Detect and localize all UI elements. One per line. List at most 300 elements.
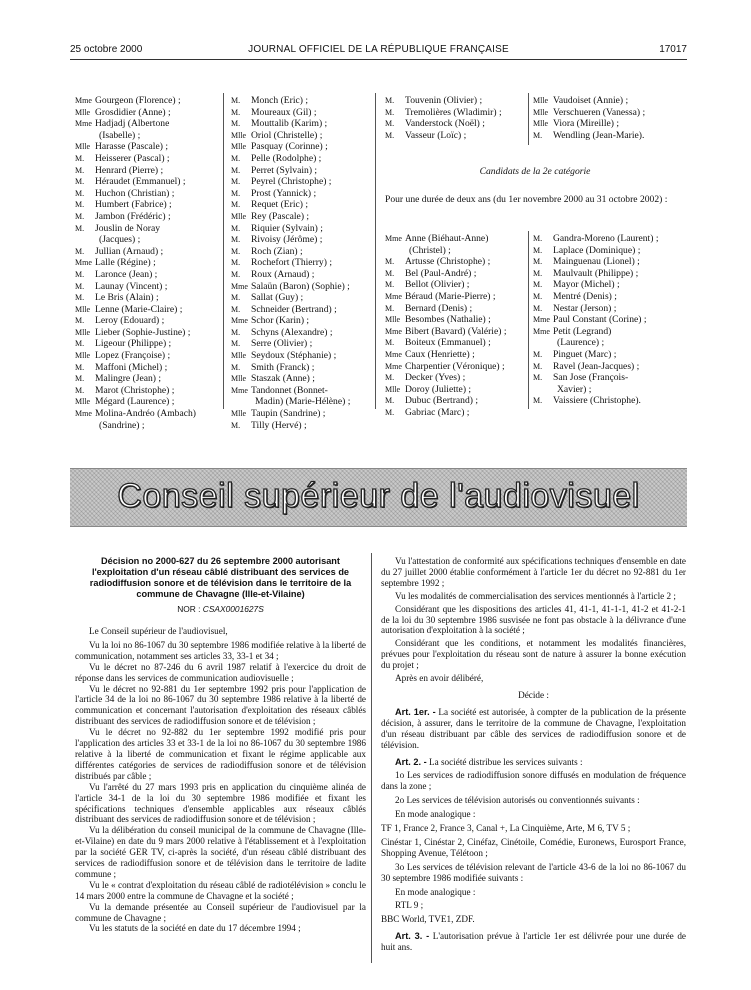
civility-title: M.: [533, 396, 543, 406]
banner-title: Conseil supérieur de l'audiovisuel: [117, 477, 640, 515]
person-name: Smith (Franck) ;: [251, 361, 315, 373]
person-name: Decker (Yves) ;: [405, 372, 466, 384]
person-name: Gabriac (Marc) ;: [405, 406, 470, 418]
name-entry: [385, 303, 525, 315]
person-name: Leroy (Edouard) ;: [95, 315, 165, 327]
visa-paragraph: Vu les statuts de la société en date du 17 décembre 1994 ;: [89, 923, 301, 934]
name-entry: [75, 269, 220, 281]
person-name: (Jacques) ;: [99, 234, 141, 246]
nor-value: CSAX0001627S: [202, 604, 264, 614]
civility-title: M.: [75, 165, 85, 175]
civility-title: M.: [231, 235, 241, 245]
person-name: Le Bris (Alain) ;: [95, 292, 159, 304]
name-entry: [231, 269, 373, 281]
civility-title: Mme: [533, 326, 550, 336]
name-entry: [231, 95, 373, 107]
civility-title: Mlle: [533, 107, 549, 117]
civility-title: Mlle: [533, 119, 549, 129]
candidates-column-1: [385, 233, 525, 419]
name-list-column-4: [533, 95, 688, 141]
person-name: Laplace (Dominique) ;: [553, 244, 641, 256]
person-name: Rey (Pascale) ;: [251, 210, 310, 222]
name-entry: [231, 327, 373, 339]
visa-paragraph: Vu la loi no 86-1067 du 30 septembre 1986 modifiée relative à la liberté de communication, notamment ses articles 33, 33-1 et 34 ;: [75, 639, 366, 661]
person-name: Xavier) ;: [557, 383, 592, 395]
name-entry: [231, 362, 373, 374]
person-name: Mouttalib (Karim) ;: [251, 118, 328, 130]
name-entry: [231, 118, 373, 130]
person-name: Laronce (Jean) ;: [95, 268, 158, 280]
civility-title: Mme: [385, 361, 402, 371]
person-name: Mentré (Denis) ;: [553, 290, 617, 302]
name-entry: [75, 153, 220, 165]
person-name: Vaudoiset (Annie) ;: [553, 95, 629, 106]
person-name: Mégard (Laurence) ;: [95, 396, 175, 408]
name-entry: [533, 256, 688, 268]
article-2-item: En mode analogique :: [395, 809, 476, 820]
name-entry: [385, 256, 525, 268]
civility-title: Mme: [75, 258, 92, 268]
article-2-item: TF 1, France 2, France 3, Canal +, La Cinquième, Arte, M 6, TV 5 ;: [381, 823, 631, 834]
person-name: Caux (Henriette) ;: [405, 348, 475, 360]
decision-right-column: [381, 556, 686, 953]
name-entry: [533, 326, 688, 338]
name-entry: [75, 315, 220, 327]
civility-title: M.: [231, 107, 241, 117]
visa-paragraph: Vu le décret no 87-246 du 6 avril 1987 relatif à l'exercice du droit de réponse dans les services de communication audiovisuelle ;: [75, 661, 366, 683]
name-entry: [75, 373, 220, 385]
person-name: Lalle (Régine) ;: [95, 257, 156, 269]
name-entry: [231, 246, 373, 258]
name-entry: [75, 257, 220, 269]
page-number: 17017: [659, 44, 687, 55]
name-entry: [231, 165, 373, 177]
page-header: [70, 44, 687, 58]
person-name: Jullian (Arnaud) ;: [95, 245, 164, 257]
person-name: Touvenin (Olivier) ;: [405, 95, 483, 106]
name-entry: [385, 268, 525, 280]
name-entry: [231, 188, 373, 200]
civility-title: M.: [385, 303, 395, 313]
name-entry: [231, 176, 373, 188]
article-2: Art. 2. - La société distribue les services suivants :: [395, 756, 583, 767]
name-entry: [533, 303, 688, 315]
civility-title: Mme: [533, 315, 550, 325]
name-entry: [385, 291, 525, 303]
person-name: Schor (Karin) ;: [251, 315, 310, 327]
name-entry: [75, 211, 220, 223]
person-name: (Laurence) ;: [557, 337, 605, 349]
civility-title: M.: [385, 280, 395, 290]
person-name: Bellot (Olivier) ;: [405, 279, 470, 291]
civility-title: M.: [533, 349, 543, 359]
person-name: Taupin (Sandrine) ;: [251, 408, 326, 420]
column-divider: [223, 93, 224, 409]
name-entry: [231, 304, 373, 316]
column-divider: [371, 553, 372, 963]
civility-title: M.: [231, 339, 241, 349]
name-entry: [75, 95, 220, 107]
visa-paragraph: Vu le décret no 92-881 du 1er septembre 1992 pris pour l'application de l'article 34 de la loi no 86-1067 du 30 septembre 1986 relative à la liberté de communication et concernant l'autorisation d'exploitation des réseaux câblés distribuant des services de radiodiffusion sonore et de télévision ;: [75, 683, 366, 727]
civility-title: Mlle: [75, 107, 91, 117]
person-name: Vanderstock (Noël) ;: [405, 118, 485, 130]
journal-title: JOURNAL OFFICIEL DE LA RÉPUBLIQUE FRANÇAISE: [248, 44, 509, 55]
name-entry: [75, 304, 220, 316]
civility-title: M.: [385, 119, 395, 129]
name-entry: [231, 211, 373, 223]
civility-title: M.: [533, 291, 543, 301]
header-rule: [70, 59, 687, 60]
name-entry: [75, 118, 220, 130]
name-entry: [533, 233, 688, 245]
article-2-item: En mode analogique :: [395, 886, 476, 897]
candidates-column-2: [533, 233, 688, 407]
person-name: Prost (Yannick) ;: [251, 187, 317, 199]
decision-left-column: [75, 626, 366, 934]
civility-title: Mme: [385, 326, 402, 336]
name-entry: [231, 292, 373, 304]
person-name: Staszak (Anne) ;: [251, 373, 315, 385]
civility-title: M.: [231, 223, 241, 233]
person-name: Roux (Arnaud) ;: [251, 268, 315, 280]
civility-title: M.: [75, 211, 85, 221]
person-name: Monch (Eric) ;: [251, 95, 309, 106]
person-name: Roch (Zian) ;: [251, 245, 303, 257]
person-name: Gandra-Moreno (Laurent) ;: [553, 233, 659, 244]
name-entry: [533, 95, 688, 107]
category-period: Pour une durée de deux ans (du 1er novembre 2000 au 31 octobre 2002) :: [385, 194, 668, 205]
name-entry: [533, 372, 688, 384]
civility-title: M.: [385, 107, 395, 117]
person-name: Lieber (Sophie-Justine) ;: [95, 326, 191, 338]
civility-title: Mme: [385, 291, 402, 301]
civility-title: M.: [75, 281, 85, 291]
name-entry: [385, 407, 525, 419]
person-name: Boiteux (Emmanuel) ;: [405, 337, 491, 349]
article-2-item: Cinéstar 1, Cinéstar 2, Cinéfaz, Cinétoile, Comédie, Euronews, Eurosport France, Shopping Avenue, Télétoon ;: [381, 836, 686, 858]
article-2-item: 3o Les services de télévision relevant de l'article 43-6 de la loi no 86-1067 du 30 septembre 1986 modifiée suivants :: [381, 861, 686, 883]
person-name: Schneider (Bertrand) ;: [251, 303, 337, 315]
civility-title: M.: [75, 362, 85, 372]
nor-reference: [75, 604, 366, 614]
person-name: Moureaux (Gil) ;: [251, 106, 317, 118]
civility-title: M.: [75, 269, 85, 279]
person-name: Grosdidier (Anne) ;: [95, 106, 171, 118]
civility-title: M.: [385, 96, 395, 105]
name-entry: [75, 188, 220, 200]
person-name: Anne (Biéhaut-Anne): [405, 233, 489, 244]
person-name: Doroy (Juliette) ;: [405, 383, 472, 395]
person-name: (Sandrine) ;: [99, 419, 145, 431]
civility-title: M.: [231, 304, 241, 314]
visa-paragraph: Après en avoir délibéré,: [395, 673, 484, 684]
visa-paragraph: Vu les modalités de commercialisation des services mentionnés à l'article 2 ;: [395, 590, 676, 601]
person-name: Tremolières (Wladimir) ;: [405, 106, 502, 118]
person-name: Verschueren (Vanessa) ;: [553, 106, 646, 118]
visa-paragraph: Vu l'attestation de conformité aux spécifications techniques d'ensemble en date du 27 juillet 2000 établie conformément à l'article 1er du décret no 92-881 du 1er septembre 1992 ;: [381, 556, 686, 588]
visa-paragraph: Le Conseil supérieur de l'audiovisuel,: [89, 626, 228, 636]
civility-title: M.: [231, 177, 241, 187]
civility-title: M.: [75, 153, 85, 163]
civility-title: Mlle: [385, 384, 401, 394]
person-name: San Jose (François-: [553, 372, 629, 384]
name-entry: [231, 234, 373, 246]
name-entry: [533, 361, 688, 373]
civility-title: M.: [231, 246, 241, 256]
name-entry: [75, 234, 220, 246]
civility-title: Mlle: [231, 211, 247, 221]
civility-title: Mlle: [75, 304, 91, 314]
person-name: Bernard (Denis) ;: [405, 302, 473, 314]
person-name: Ligeour (Philippe) ;: [95, 338, 172, 350]
column-divider: [528, 231, 529, 409]
decision-title: Décision no 2000-627 du 26 septembre 2000 autorisant l'exploitation d'un réseau câblé distribuant des services de radiodiffusion sonore et de télévision dans le territoire de la commune de Chavagne (Ille-et-Vilaine): [89, 556, 352, 599]
civility-title: Mme: [75, 119, 92, 129]
name-entry: [75, 165, 220, 177]
person-name: Tilly (Hervé) ;: [251, 419, 307, 431]
name-entry: [533, 130, 688, 142]
name-entry: [533, 107, 688, 119]
civility-title: Mlle: [231, 142, 247, 152]
person-name: Paul Constant (Corine) ;: [553, 314, 647, 326]
name-entry: [533, 337, 688, 349]
civility-title: M.: [75, 200, 85, 210]
person-name: Serre (Olivier) ;: [251, 338, 313, 350]
name-entry: [75, 396, 220, 408]
civility-title: Mlle: [385, 315, 401, 325]
visa-paragraph: Vu la délibération du conseil municipal de la commune de Chavagne (Ille-et-Vilaine) en date du 9 mars 2000 relative à l'établissement et à l'exploitation par la société GER TV, ci-après la société, d'un réseau câblé distribuant des services de radiodiffusion sonore et de télévision dans le territoire de ladite commune ;: [75, 825, 366, 879]
person-name: Héraudet (Emmanuel) ;: [95, 176, 186, 188]
name-entry: [385, 384, 525, 396]
civility-title: M.: [75, 293, 85, 303]
person-name: Jambon (Frédéric) ;: [95, 210, 171, 222]
civility-title: M.: [533, 234, 543, 243]
civility-title: M.: [533, 373, 543, 383]
civility-title: M.: [75, 339, 85, 349]
person-name: Pasquay (Corinne) ;: [251, 141, 328, 153]
article-2-item: BBC World, TVE1, ZDF.: [381, 914, 475, 925]
civility-title: M.: [533, 257, 543, 267]
civility-title: M.: [533, 130, 543, 140]
name-list-column-1: [75, 95, 220, 431]
civility-title: Mme: [231, 316, 248, 326]
visa-paragraph: Vu le « contrat d'exploitation du réseau câblé de radiotélévision » conclu le 14 mars 2000 entre la commune de Chavagne et la société ;: [75, 879, 366, 901]
name-entry: [75, 281, 220, 293]
column-divider: [528, 93, 529, 145]
name-entry: [231, 199, 373, 211]
person-name: Molina-Andréo (Ambach): [95, 408, 196, 420]
article-3: Art. 3. - L'autorisation prévue à l'article 1er est délivrée pour une durée de huit ans.: [381, 931, 686, 953]
name-entry: [385, 233, 525, 245]
name-entry: [533, 349, 688, 361]
visa-paragraph: Considérant que les conditions, et notamment les modalités financières, prévues pour l'exploitation du réseau sont de nature à assurer la bonne exécution du projet ;: [381, 638, 686, 671]
civility-title: M.: [231, 362, 241, 372]
name-entry: [231, 408, 373, 420]
name-entry: [75, 420, 220, 432]
name-entry: [231, 257, 373, 269]
civility-title: Mme: [385, 349, 402, 359]
civility-title: M.: [75, 177, 85, 187]
person-name: Tandonnet (Bonnet-: [251, 384, 328, 396]
civility-title: Mme: [75, 409, 92, 419]
article-2-item: 2o Les services de télévision autorisés ou conventionnés suivants :: [395, 795, 640, 806]
name-entry: [231, 223, 373, 235]
civility-title: M.: [385, 268, 395, 278]
name-entry: [75, 107, 220, 119]
name-entry: [75, 385, 220, 397]
nor-label: NOR :: [177, 604, 201, 614]
name-entry: [231, 350, 373, 362]
name-entry: [385, 337, 525, 349]
name-entry: [75, 327, 220, 339]
name-entry: [75, 408, 220, 420]
civility-title: Mlle: [231, 130, 247, 140]
person-name: Nestar (Jerson) ;: [553, 302, 617, 314]
civility-title: M.: [385, 257, 395, 267]
civility-title: Mlle: [231, 409, 247, 419]
person-name: Gourgeon (Florence) ;: [95, 95, 181, 106]
civility-title: M.: [231, 420, 241, 430]
name-entry: [385, 245, 525, 257]
person-name: Maulvault (Philippe) ;: [553, 267, 639, 279]
person-name: Pelle (Rodolphe) ;: [251, 152, 322, 164]
name-entry: [75, 199, 220, 211]
name-entry: [533, 395, 688, 407]
civility-title: Mlle: [75, 327, 91, 337]
name-entry: [231, 281, 373, 293]
name-entry: [385, 279, 525, 291]
name-entry: [385, 361, 525, 373]
person-name: Riquier (Sylvain) ;: [251, 222, 323, 234]
article-1: Art. 1er. - La société est autorisée, à compter de la publication de la présente décision, à assurer, dans le territoire de la commune de Chavagne, l'exploitation d'un réseau distribuant par câble des services de radiodiffusion sonore et de télévision.: [381, 706, 687, 750]
civility-title: M.: [385, 407, 395, 417]
person-name: Henrard (Pierre) ;: [95, 164, 164, 176]
civility-title: Mlle: [231, 374, 247, 384]
person-name: Jouslin de Noray: [95, 222, 161, 234]
name-entry: [75, 338, 220, 350]
civility-title: M.: [231, 96, 241, 105]
name-entry: [533, 279, 688, 291]
name-entry: [385, 372, 525, 384]
person-name: Marot (Christophe) ;: [95, 384, 175, 396]
article-2-item: 1o Les services de radiodiffusion sonore diffusés en modulation de fréquence dans la zone ;: [381, 770, 686, 792]
person-name: (Isabelle) ;: [99, 129, 141, 141]
person-name: Lenne (Marie-Claire) ;: [95, 303, 183, 315]
person-name: Oriol (Christelle) ;: [251, 129, 323, 141]
civility-title: M.: [231, 293, 241, 303]
visa-paragraph: Vu l'arrêté du 27 mars 1993 pris en application du cinquième alinéa de l'article 34-1 de la loi du 30 septembre 1986 modifiée et fixant les spécifications techniques d'ensemble applicables aux réseaux câblés distribuant des services de radiodiffusion sonore et de télévision ;: [75, 781, 366, 825]
civility-title: M.: [533, 361, 543, 371]
name-entry: [231, 153, 373, 165]
civility-title: Mlle: [231, 351, 247, 361]
name-entry: [533, 118, 688, 130]
person-name: Rochefort (Thierry) ;: [251, 257, 332, 269]
civility-title: M.: [75, 188, 85, 198]
person-name: Dubuc (Bertrand) ;: [405, 395, 478, 407]
name-entry: [385, 130, 525, 142]
civility-title: M.: [385, 396, 395, 406]
name-entry: [75, 246, 220, 258]
person-name: Bel (Paul-André) ;: [405, 267, 477, 279]
civility-title: M.: [533, 303, 543, 313]
name-entry: [231, 315, 373, 327]
name-entry: [75, 292, 220, 304]
civility-title: Mlle: [75, 397, 91, 407]
person-name: Charpentier (Véronique) ;: [405, 360, 505, 372]
person-name: Sallat (Guy) ;: [251, 292, 304, 304]
name-entry: [385, 349, 525, 361]
civility-title: M.: [231, 200, 241, 210]
name-entry: [385, 95, 525, 107]
civility-title: M.: [231, 119, 241, 129]
person-name: Béraud (Marie-Pierre) ;: [405, 290, 496, 302]
civility-title: M.: [533, 245, 543, 255]
visa-paragraph: Considérant que les dispositions des articles 41, 41-1, 41-1-1, 41-2 et 41-2-1 de la loi du 30 septembre 1986 susvisée ne font pas obstacle à la délivrance d'une autorisation d'exploitation à la société ;: [381, 603, 686, 636]
person-name: Ravel (Jean-Jacques) ;: [553, 360, 640, 372]
name-entry: [231, 141, 373, 153]
person-name: Madin) (Marie-Hélène) ;: [255, 396, 351, 408]
civility-title: M.: [231, 269, 241, 279]
person-name: (Christel) ;: [409, 244, 451, 256]
person-name: Harasse (Pascale) ;: [95, 141, 168, 153]
name-entry: [75, 130, 220, 142]
person-name: Vaissiere (Christophe).: [553, 395, 641, 407]
civility-title: M.: [385, 130, 395, 140]
person-name: Artusse (Christophe) ;: [405, 256, 491, 268]
name-entry: [385, 107, 525, 119]
civility-title: Mme: [385, 234, 402, 243]
civility-title: M.: [231, 327, 241, 337]
person-name: Petit (Legrand): [553, 325, 612, 337]
civility-title: Mlle: [533, 96, 549, 105]
name-entry: [75, 350, 220, 362]
person-name: Schyns (Alexandre) ;: [251, 326, 333, 338]
person-name: Pinguet (Marc) ;: [553, 348, 617, 360]
person-name: Malingre (Jean) ;: [95, 373, 162, 385]
name-entry: [231, 338, 373, 350]
name-entry: [533, 384, 688, 396]
name-entry: [231, 107, 373, 119]
person-name: Peyrel (Christophe) ;: [251, 176, 332, 188]
person-name: Launay (Vincent) ;: [95, 280, 168, 292]
column-divider: [375, 93, 376, 409]
person-name: Huchon (Christian) ;: [95, 187, 175, 199]
name-entry: [385, 118, 525, 130]
person-name: Maffoni (Michel) ;: [95, 361, 168, 373]
name-list-column-2: [231, 95, 373, 431]
civility-title: M.: [533, 280, 543, 290]
article-2-item: RTL 9 ;: [395, 900, 424, 911]
civility-title: Mlle: [75, 142, 91, 152]
civility-title: Mme: [231, 385, 248, 395]
civility-title: M.: [385, 338, 395, 348]
person-name: Viora (Mireille) ;: [553, 118, 620, 130]
person-name: Bibert (Bavard) (Valérie) ;: [405, 325, 507, 337]
name-entry: [385, 326, 525, 338]
civility-title: M.: [75, 385, 85, 395]
name-entry: [75, 141, 220, 153]
civility-title: M.: [75, 374, 85, 384]
person-name: Wendling (Jean-Marie).: [553, 129, 645, 141]
name-entry: [231, 130, 373, 142]
name-entry: [231, 373, 373, 385]
person-name: Lopez (Françoise) ;: [95, 350, 171, 362]
civility-title: M.: [75, 223, 85, 233]
name-entry: [533, 268, 688, 280]
person-name: Besombes (Nathalie) ;: [405, 314, 491, 326]
person-name: Mainguenau (Lionel) ;: [553, 256, 640, 268]
name-entry: [75, 223, 220, 235]
